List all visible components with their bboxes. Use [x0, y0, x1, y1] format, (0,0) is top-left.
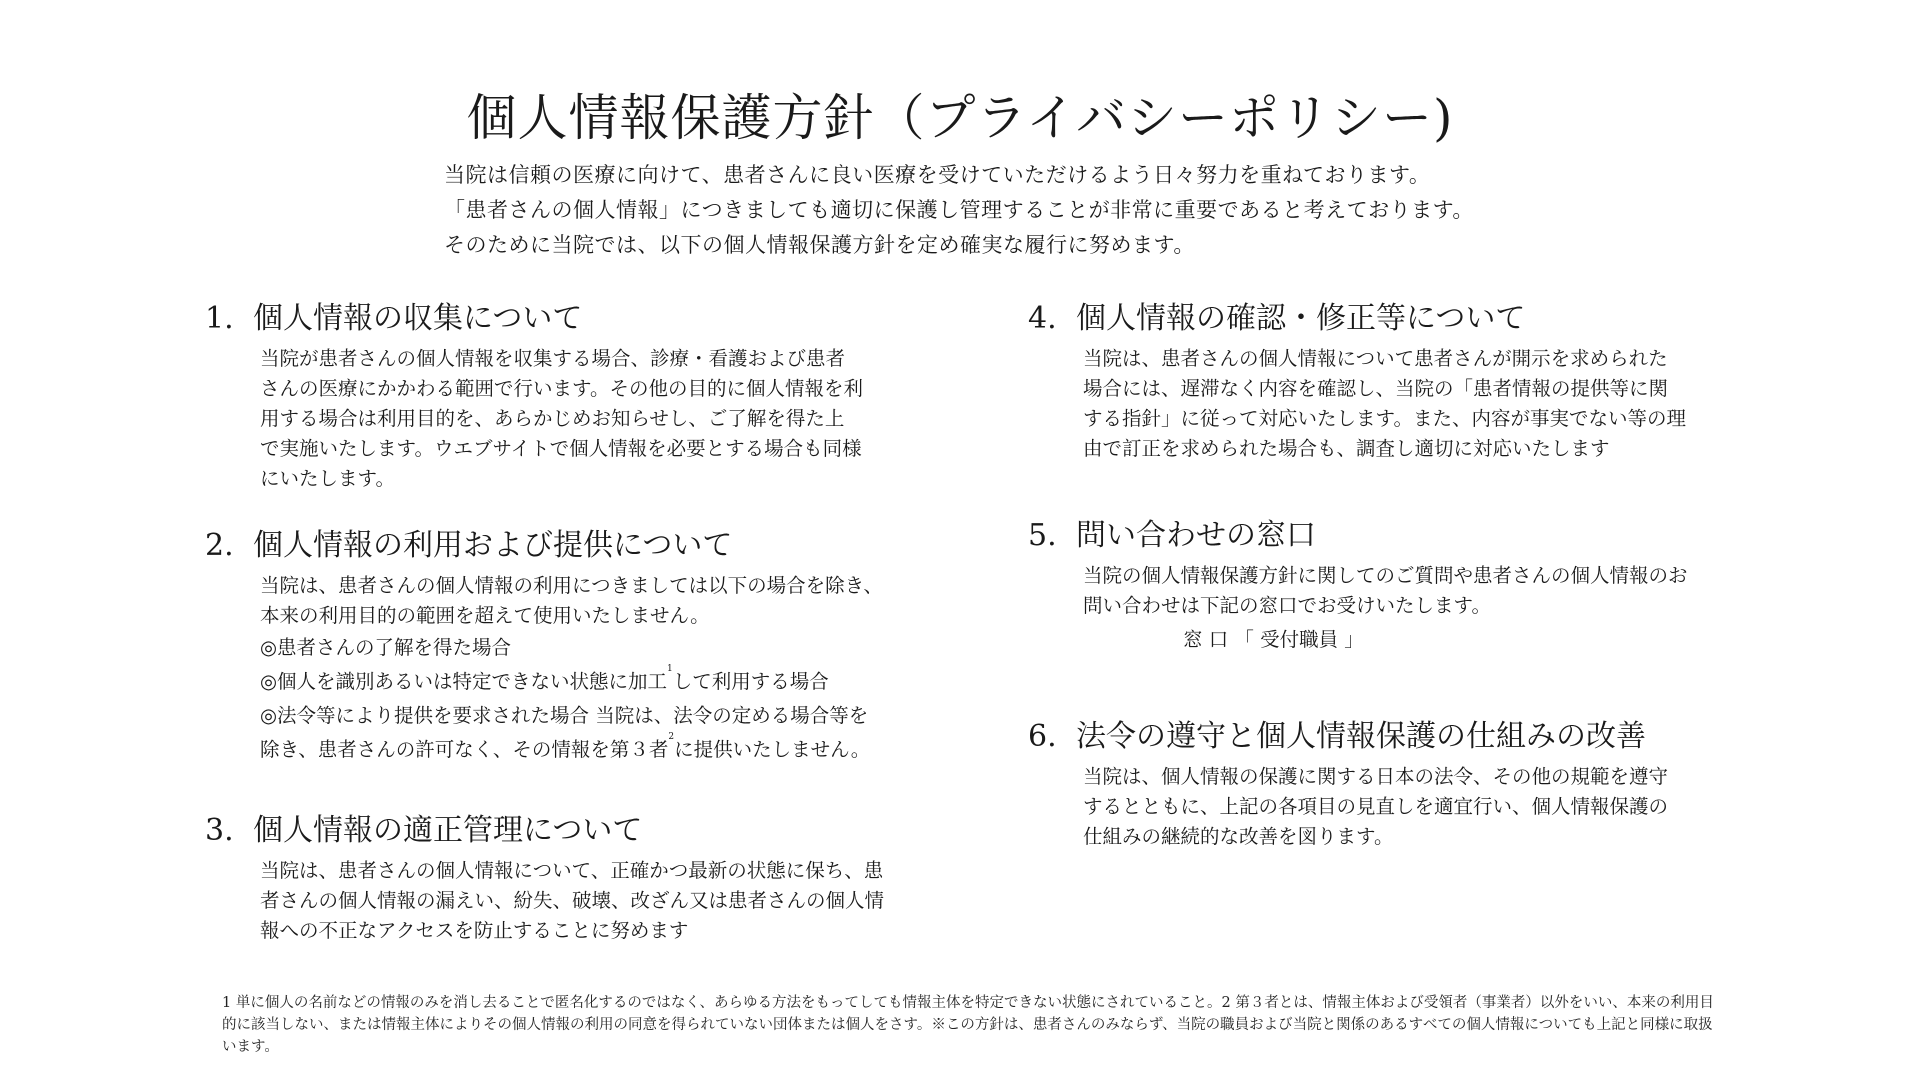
footnote: 1 単に個人の名前などの情報のみを消し去ることで匿名化するのではなく、あらゆる方法をもってしても情報主体を特定できない状態にされていること。2 第３者とは、情報主体および受領者（事業者）以外をいい、本来の利用目的に該当しない、または情報主体によりその個人情報の利用の同意を得られていない団体または個人をさす。※この方針は、患者さんのみならず、当院の職員および当院と関係のあるすべての個人情報についても上記と同様に取扱います。 [222, 995, 1714, 1055]
section-compliance-improvement [1028, 718, 1668, 852]
section-heading [205, 527, 883, 565]
body-line: 当院は、患者さんの個人情報について、正確かつ最新の状態に保ち、患 [260, 859, 884, 882]
intro-paragraph [444, 158, 1474, 263]
footnote-ref-2: 2 [668, 732, 675, 742]
section-body [1083, 344, 1686, 464]
list-item: ◎法令等により提供を要求された場合 当院は、法令の定める場合等を [260, 704, 869, 727]
section-management [205, 812, 884, 946]
body-line: 当院が患者さんの個人情報を収集する場合、診療・看護および患者 [260, 347, 846, 370]
page-title: 個人情報保護方針（プライバシーポリシー) [466, 89, 1454, 147]
section-heading [205, 300, 863, 338]
section-heading [1028, 300, 1686, 338]
section-number: 2. [205, 528, 234, 563]
body-line: 者さんの個人情報の漏えい、紛失、破壊、改ざん又は患者さんの個人情 [260, 889, 885, 912]
body-line: 問い合わせは下記の窓口でお受けいたします。 [1083, 594, 1491, 617]
section-body [1083, 762, 1668, 852]
section-title: 法令の遵守と個人情報保護の仕組みの改善 [1076, 719, 1646, 754]
body-line: 仕組みの継続的な改善を図ります。 [1083, 825, 1394, 848]
body-line: 当院は、患者さんの個人情報の利用につきましては以下の場合を除き、 [260, 574, 883, 597]
body-line: 報への不正なアクセスを防止することに努めます [260, 919, 689, 942]
body-line: で実施いたします。ウエブサイトで個人情報を必要とする場合も同様 [260, 437, 862, 460]
section-heading [205, 812, 884, 850]
list-item: ◎個人を識別あるいは特定できない状態に加工$^1$して利用する場合 [260, 664, 829, 693]
body-line: さんの医療にかかわる範囲で行います。その他の目的に個人情報を利 [260, 377, 863, 400]
inquiry-window-label: 窓 口 「 受付職員 」 [1183, 628, 1364, 651]
intro-line: 当院は信頼の医療に向けて、患者さんに良い医療を受けていただけるよう日々努力を重ねております。 [444, 163, 1431, 187]
section-title: 個人情報の収集について [253, 301, 583, 336]
section-inquiry-window [1028, 517, 1688, 655]
intro-line: そのために当院では、以下の個人情報保護方針を定め確実な履行に努めます。 [444, 233, 1195, 257]
list-item: ◎患者さんの了解を得た場合 [260, 636, 512, 659]
body-line: する指針」に従って対応いたします。また、内容が事実でない等の理 [1083, 407, 1686, 430]
section-heading [1028, 517, 1688, 555]
section-body [1083, 561, 1688, 655]
section-title: 個人情報の確認・修正等について [1076, 301, 1526, 336]
section-title: 個人情報の利用および提供について [253, 528, 733, 563]
footnote-ref-1: 1 [667, 664, 673, 674]
list-item: 除き、患者さんの許可なく、その情報を第３者$^2$に提供いたしません。 [260, 732, 871, 761]
section-number: 6. [1028, 719, 1057, 754]
section-number: 4. [1028, 301, 1057, 336]
body-line: するとともに、上記の各項目の見直しを適宜行い、個人情報保護の [1083, 795, 1669, 818]
body-line: 場合には、遅滞なく内容を確認し、当院の「患者情報の提供等に関 [1083, 377, 1669, 400]
body-line: 当院は、個人情報の保護に関する日本の法令、その他の規範を遵守 [1083, 765, 1669, 788]
section-body [260, 571, 883, 767]
section-title: 個人情報の適正管理について [253, 813, 643, 848]
section-title: 問い合わせの窓口 [1076, 518, 1316, 553]
section-collection [205, 300, 863, 494]
section-use-and-provision [205, 527, 883, 767]
body-line: 用する場合は利用目的を、あらかじめお知らせし、ご了解を得た上 [260, 407, 845, 430]
section-number: 3. [205, 813, 234, 848]
section-number: 5. [1028, 518, 1057, 553]
section-number: 1. [205, 301, 234, 336]
section-confirmation-correction [1028, 300, 1686, 464]
exception-list [260, 631, 883, 767]
section-body [260, 344, 863, 494]
body-line: 本来の利用目的の範囲を超えて使用いたしません。 [260, 604, 710, 627]
body-line: 当院の個人情報保護方針に関してのご質問や患者さんの個人情報のお [1083, 564, 1688, 587]
body-line: 由で訂正を求められた場合も、調査し適切に対応いたします [1083, 437, 1610, 460]
section-heading [1028, 718, 1668, 756]
intro-line: 「患者さんの個人情報」につきましても適切に保護し管理することが非常に重要であると考えております。 [444, 198, 1474, 222]
body-line: 当院は、患者さんの個人情報について患者さんが開示を求められた [1083, 347, 1668, 370]
section-body [260, 856, 884, 946]
body-line: にいたします。 [260, 467, 395, 490]
